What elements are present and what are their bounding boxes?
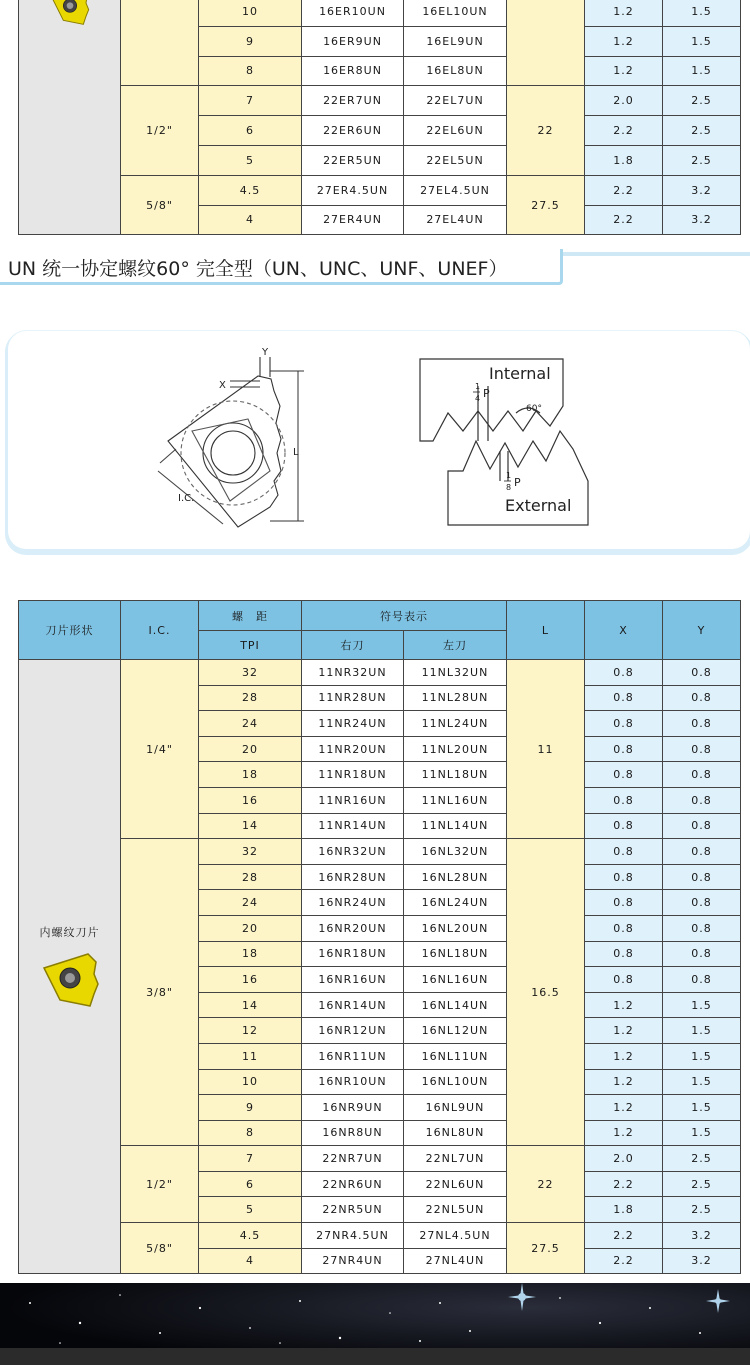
left-code-cell: 16EL9UN [404, 26, 507, 56]
tpi-cell: 4.5 [199, 175, 302, 205]
y-cell: 1.5 [663, 1018, 741, 1044]
insert-image [44, 0, 96, 27]
right-code-cell: 11NR28UN [302, 685, 404, 711]
right-code-cell: 11NR18UN [302, 762, 404, 788]
x-cell: 0.8 [585, 685, 663, 711]
ic-cell: 1/2" [121, 1146, 199, 1223]
x-cell: 0.8 [585, 711, 663, 737]
left-code-cell: 16NL10UN [404, 1069, 507, 1095]
frac-quarter-num: 1 [475, 382, 481, 391]
right-code-cell: 16NR32UN [302, 839, 404, 865]
y-cell: 0.8 [663, 890, 741, 916]
table-row [19, 1223, 741, 1249]
tpi-cell: 24 [199, 711, 302, 737]
x-cell: 0.8 [585, 787, 663, 813]
right-code-cell: 11NR32UN [302, 660, 404, 686]
x-cell: 0.8 [585, 941, 663, 967]
tpi-cell: 32 [199, 660, 302, 686]
section-title-box [0, 249, 563, 285]
left-code-cell: 22NL6UN [404, 1171, 507, 1197]
x-cell: 0.8 [585, 762, 663, 788]
x-cell: 1.2 [585, 1018, 663, 1044]
right-code-cell: 16NR11UN [302, 1043, 404, 1069]
tpi-cell: 32 [199, 839, 302, 865]
tpi-cell: 20 [199, 915, 302, 941]
ic-cell [121, 0, 199, 86]
header-left: 左刀 [404, 631, 507, 660]
left-code-cell: 16NL20UN [404, 915, 507, 941]
x-cell: 1.2 [585, 26, 663, 56]
left-code-cell: 11NL24UN [404, 711, 507, 737]
x-cell: 0.8 [585, 967, 663, 993]
y-cell: 3.2 [663, 175, 741, 205]
tpi-cell: 20 [199, 736, 302, 762]
y-cell: 3.2 [663, 205, 741, 235]
tpi-cell: 5 [199, 145, 302, 175]
x-cell: 1.2 [585, 992, 663, 1018]
label-l: L [293, 447, 299, 458]
y-cell: 0.8 [663, 941, 741, 967]
right-code-cell: 22NR7UN [302, 1146, 404, 1172]
label-quarter-p: P [483, 387, 490, 400]
tpi-cell: 4 [199, 205, 302, 235]
y-cell: 1.5 [663, 1043, 741, 1069]
label-angle: 60° [526, 404, 542, 414]
y-cell: 2.5 [663, 116, 741, 146]
label-eighth-p: P [514, 476, 521, 489]
y-cell: 0.8 [663, 660, 741, 686]
tpi-cell: 7 [199, 86, 302, 116]
x-cell: 2.0 [585, 1146, 663, 1172]
ic-cell: 1/4" [121, 660, 199, 839]
y-cell: 1.5 [663, 0, 741, 26]
y-cell: 0.8 [663, 839, 741, 865]
insert-shape-cell [19, 0, 121, 235]
right-code-cell: 22NR5UN [302, 1197, 404, 1223]
header-right: 右刀 [302, 631, 404, 660]
y-cell: 2.5 [663, 1197, 741, 1223]
label-external: External [505, 496, 572, 515]
right-code-cell: 27NR4UN [302, 1248, 404, 1274]
right-code-cell: 16NR16UN [302, 967, 404, 993]
right-code-cell: 16NR8UN [302, 1120, 404, 1146]
x-cell: 0.8 [585, 660, 663, 686]
l-cell: 27.5 [507, 1223, 585, 1274]
table-row [19, 175, 741, 205]
right-code-cell: 27NR4.5UN [302, 1223, 404, 1249]
label-ic: I.C. [178, 493, 195, 504]
y-cell: 2.5 [663, 86, 741, 116]
tpi-cell: 4.5 [199, 1223, 302, 1249]
y-cell: 1.5 [663, 1069, 741, 1095]
y-cell: 3.2 [663, 1223, 741, 1249]
right-code-cell: 11NR20UN [302, 736, 404, 762]
header-ic: I.C. [121, 601, 199, 660]
table-row [19, 0, 741, 26]
left-code-cell: 16NL11UN [404, 1043, 507, 1069]
x-cell: 0.8 [585, 915, 663, 941]
l-cell: 11 [507, 660, 585, 839]
label-internal: Internal [489, 364, 551, 383]
left-code-cell: 27NL4.5UN [404, 1223, 507, 1249]
y-cell: 1.5 [663, 1120, 741, 1146]
tpi-cell: 12 [199, 1018, 302, 1044]
x-cell: 0.8 [585, 864, 663, 890]
label-x: X [219, 380, 226, 391]
tpi-cell: 14 [199, 813, 302, 839]
tpi-cell: 10 [199, 1069, 302, 1095]
left-code-cell: 22EL7UN [404, 86, 507, 116]
section-title: UN 统一协定螺纹60° 完全型（UN、UNC、UNF、UNEF） [8, 258, 508, 280]
thread-diagram [8, 331, 750, 549]
y-cell: 0.8 [663, 787, 741, 813]
x-cell: 1.2 [585, 1095, 663, 1121]
l-cell: 27.5 [507, 175, 585, 235]
tpi-cell: 18 [199, 762, 302, 788]
header-symbol: 符号表示 [302, 601, 507, 631]
header-shape: 刀片形状 [19, 601, 121, 660]
header-pitch: 螺 距 [199, 601, 302, 631]
right-code-cell: 16NR10UN [302, 1069, 404, 1095]
left-code-cell: 11NL18UN [404, 762, 507, 788]
left-code-cell: 16NL24UN [404, 890, 507, 916]
right-code-cell: 16NR18UN [302, 941, 404, 967]
left-code-cell: 11NL32UN [404, 660, 507, 686]
l-cell [507, 0, 585, 86]
tpi-cell: 9 [199, 26, 302, 56]
tpi-cell: 14 [199, 992, 302, 1018]
x-cell: 0.8 [585, 890, 663, 916]
x-cell: 2.2 [585, 1223, 663, 1249]
right-code-cell: 11NR16UN [302, 787, 404, 813]
ic-cell: 1/2" [121, 86, 199, 175]
tpi-cell: 10 [199, 0, 302, 26]
x-cell: 1.2 [585, 1069, 663, 1095]
tpi-cell: 18 [199, 941, 302, 967]
table-row [19, 1146, 741, 1172]
header-l: L [507, 601, 585, 660]
left-code-cell: 16NL18UN [404, 941, 507, 967]
y-cell: 0.8 [663, 762, 741, 788]
tpi-cell: 4 [199, 1248, 302, 1274]
left-code-cell: 27EL4.5UN [404, 175, 507, 205]
x-cell: 2.2 [585, 116, 663, 146]
right-code-cell: 22ER6UN [302, 116, 404, 146]
x-cell: 1.2 [585, 1043, 663, 1069]
right-code-cell: 27ER4UN [302, 205, 404, 235]
right-code-cell: 11NR14UN [302, 813, 404, 839]
footer-bar [0, 1348, 750, 1365]
x-cell: 2.2 [585, 175, 663, 205]
tpi-cell: 28 [199, 864, 302, 890]
y-cell: 2.5 [663, 1171, 741, 1197]
left-code-cell: 16NL8UN [404, 1120, 507, 1146]
y-cell: 1.5 [663, 1095, 741, 1121]
tpi-cell: 9 [199, 1095, 302, 1121]
x-cell: 0.8 [585, 813, 663, 839]
table-row [19, 86, 741, 116]
right-code-cell: 11NR24UN [302, 711, 404, 737]
right-code-cell: 16NR12UN [302, 1018, 404, 1044]
left-code-cell: 22EL5UN [404, 145, 507, 175]
left-code-cell: 11NL14UN [404, 813, 507, 839]
y-cell: 0.8 [663, 864, 741, 890]
right-code-cell: 16NR9UN [302, 1095, 404, 1121]
y-cell: 1.5 [663, 26, 741, 56]
left-code-cell: 16NL12UN [404, 1018, 507, 1044]
table-row [19, 660, 741, 686]
internal-thread-table [18, 600, 741, 1274]
table-row [19, 839, 741, 865]
ic-cell: 5/8" [121, 1223, 199, 1274]
x-cell: 0.8 [585, 839, 663, 865]
left-code-cell: 11NL16UN [404, 787, 507, 813]
l-cell: 16.5 [507, 839, 585, 1146]
y-cell: 1.5 [663, 992, 741, 1018]
right-code-cell: 16NR28UN [302, 864, 404, 890]
right-code-cell: 22ER5UN [302, 145, 404, 175]
left-code-cell: 16EL8UN [404, 56, 507, 86]
left-code-cell: 22EL6UN [404, 116, 507, 146]
l-cell: 22 [507, 86, 585, 175]
frac-eighth-den: 8 [506, 483, 512, 492]
tpi-cell: 8 [199, 1120, 302, 1146]
ic-cell: 5/8" [121, 175, 199, 235]
header-x: X [585, 601, 663, 660]
right-code-cell: 16NR24UN [302, 890, 404, 916]
right-code-cell: 16ER10UN [302, 0, 404, 26]
left-code-cell: 16NL14UN [404, 992, 507, 1018]
ic-cell: 3/8" [121, 839, 199, 1146]
left-code-cell: 16EL10UN [404, 0, 507, 26]
tpi-cell: 28 [199, 685, 302, 711]
y-cell: 0.8 [663, 736, 741, 762]
y-cell: 2.5 [663, 1146, 741, 1172]
left-code-cell: 27NL4UN [404, 1248, 507, 1274]
tpi-cell: 7 [199, 1146, 302, 1172]
x-cell: 1.2 [585, 0, 663, 26]
tpi-cell: 6 [199, 116, 302, 146]
left-code-cell: 27EL4UN [404, 205, 507, 235]
tpi-cell: 6 [199, 1171, 302, 1197]
x-cell: 2.2 [585, 1248, 663, 1274]
x-cell: 2.2 [585, 1171, 663, 1197]
x-cell: 2.2 [585, 205, 663, 235]
frac-quarter-den: 4 [475, 394, 481, 403]
right-code-cell: 27ER4.5UN [302, 175, 404, 205]
right-code-cell: 16ER9UN [302, 26, 404, 56]
header-tpi: TPI [199, 631, 302, 660]
insert-shape-cell [19, 660, 121, 1274]
tpi-cell: 11 [199, 1043, 302, 1069]
y-cell: 3.2 [663, 1248, 741, 1274]
left-code-cell: 16NL9UN [404, 1095, 507, 1121]
diagram-panel [8, 331, 750, 549]
tpi-cell: 5 [199, 1197, 302, 1223]
y-cell: 0.8 [663, 967, 741, 993]
right-code-cell: 22ER7UN [302, 86, 404, 116]
external-thread-table [18, 0, 741, 235]
l-cell: 22 [507, 1146, 585, 1223]
insert-shape-label: 内螺纹刀片 [39, 925, 100, 939]
right-code-cell: 16NR14UN [302, 992, 404, 1018]
tpi-cell: 16 [199, 967, 302, 993]
x-cell: 1.8 [585, 145, 663, 175]
left-code-cell: 16NL32UN [404, 839, 507, 865]
label-y: Y [262, 347, 269, 358]
tpi-cell: 16 [199, 787, 302, 813]
left-code-cell: 11NL20UN [404, 736, 507, 762]
tpi-cell: 24 [199, 890, 302, 916]
y-cell: 0.8 [663, 813, 741, 839]
y-cell: 1.5 [663, 56, 741, 86]
x-cell: 0.8 [585, 736, 663, 762]
x-cell: 1.8 [585, 1197, 663, 1223]
tpi-cell: 8 [199, 56, 302, 86]
y-cell: 2.5 [663, 145, 741, 175]
y-cell: 0.8 [663, 711, 741, 737]
left-code-cell: 11NL28UN [404, 685, 507, 711]
left-code-cell: 22NL5UN [404, 1197, 507, 1223]
x-cell: 1.2 [585, 1120, 663, 1146]
y-cell: 0.8 [663, 685, 741, 711]
y-cell: 0.8 [663, 915, 741, 941]
right-code-cell: 16ER8UN [302, 56, 404, 86]
insert-image [40, 950, 100, 1010]
left-code-cell: 16NL28UN [404, 864, 507, 890]
frac-eighth-num: 1 [506, 471, 512, 480]
x-cell: 1.2 [585, 56, 663, 86]
x-cell: 2.0 [585, 86, 663, 116]
right-code-cell: 16NR20UN [302, 915, 404, 941]
right-code-cell: 22NR6UN [302, 1171, 404, 1197]
left-code-cell: 16NL16UN [404, 967, 507, 993]
header-y: Y [663, 601, 741, 660]
left-code-cell: 22NL7UN [404, 1146, 507, 1172]
